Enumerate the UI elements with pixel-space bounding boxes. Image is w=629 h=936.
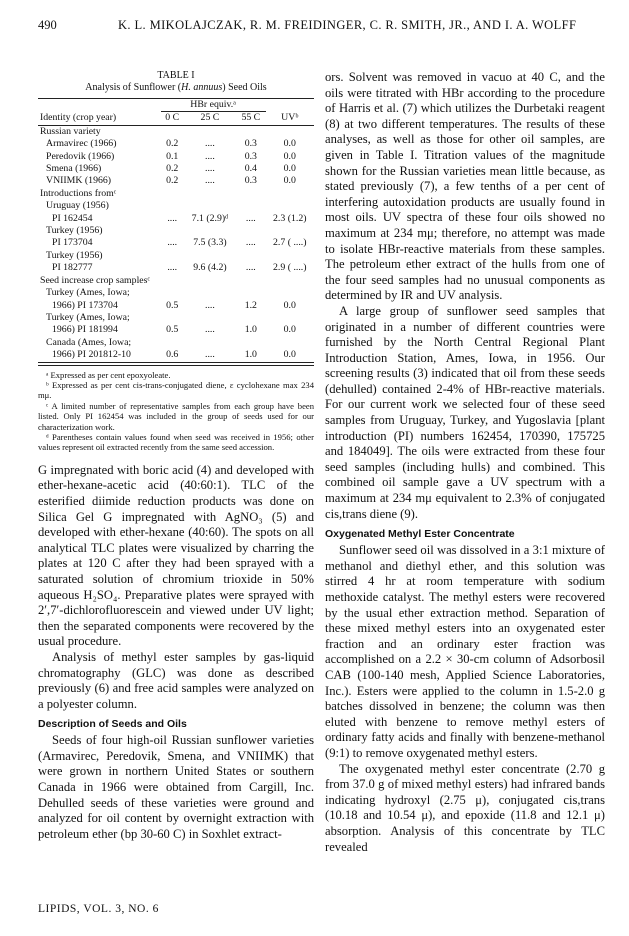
table-section-row [38,200,314,212]
table-cell: 0.0 [283,175,296,187]
table-cell: .... [167,237,178,249]
col-header: Identity (crop year) [38,112,161,125]
paragraph: ors. Solvent was removed in vacuo at 40 C, and the oils were titrated with HBr according to the procedure of Harris et al. (7) which utilizes the Durbetaki reagent (8) at two different temperatures. The results of these analyses, as well as those for other oil samples, are given in Table I. Titration values of the magnitude shown for the Russian varieties mean little because, as stated previously (7), a few tenths of a per cent of interfering autoxidation products are usually found in most oils. UV spectra of these four oils showed no maximum at 234 mμ; therefore, no attempt was made to isolate HBr-reactive materials from these samples. The petroleum ether extract of the hulls from one of the four seed samples had no unusual components as determined by IR and UV analysis. [325,70,605,303]
table-cell: 0.6 [161,349,184,362]
table-cell: PI 162454 [52,212,93,224]
table-cell: .... [205,175,215,187]
section-heading: Oxygenated Methyl Ester Concentrate [325,528,515,541]
table-cell: Turkey (1956) [46,249,103,261]
footnote: ᵃ Expressed as per cent epoxyoleate. [46,369,171,380]
table-cell: 7.1 (2.9)ᵈ [191,212,229,224]
paragraph: Seeds of four high-oil Russian sunflower varieties (Armavirec, Peredovik, Smena, and VNIIMK) that were grown in northern United States or southern Canada in 1966 were obtained from Cargill, Inc. Dehulled seeds of these varieties were ground and analyzed for oil content by overnight extraction with petroleum ether (bp 30-60 C) in Soxhlet extract- [38,733,314,841]
table-cell: .... [205,150,215,162]
table-cell: PI 182777 [52,262,93,274]
table-row [38,175,314,187]
table-cell: 0.3 [244,150,257,162]
table-cell: .... [205,163,215,175]
paragraph: The oxygenated methyl ester concentrate (2.70 g from 37.0 g of mixed methyl esters) had infrared bands indicating hydroxyl (2.75 μ), conjugated cis,trans (10.18 and 10.54 μ), and epoxide (11.8 and 12.1 μ) absorption. Analysis of this concentrate by TLC revealed [325,761,605,854]
table-cell: 1966) PI 181994 [52,324,118,336]
col-header: 25 C [184,112,236,125]
table-cell: 2.7 ( ....) [273,237,307,249]
table-cell: 1966) PI 173704 [52,299,118,311]
table-cell: Turkey (Ames, Iowa; [46,311,130,323]
table-label: TABLE I [157,70,195,81]
table-section-row [38,337,314,349]
table-section-row [38,250,314,262]
table-row [38,138,314,150]
table-cell: Russian variety [40,125,101,137]
table-cell: 0.0 [283,324,296,336]
table-cell: Turkey (Ames, Iowa; [46,287,130,299]
table-cell: 2.3 (1.2) [273,212,307,224]
table-cell: Peredovik (1966) [46,150,115,162]
table-cell: .... [205,138,215,150]
table-cell: 0.0 [283,299,296,311]
table-section-row [38,188,314,200]
table-row [38,151,314,163]
table-section-row [38,275,314,287]
footnote: ᵇ Expressed as per cent cis-trans-conjugated diene, ε cyclohexane max 234 mμ. [38,379,314,401]
table-row [38,324,314,336]
table-row [38,163,314,175]
table-cell: 0.3 [244,138,257,150]
table-cell: 1.0 [244,324,257,336]
table-cell: Armavirec (1966) [46,138,117,150]
table-cell: 2.9 ( ....) [273,262,307,274]
table-cell: 0.0 [283,138,296,150]
running-header [38,18,598,38]
table-cell: PI 173704 [52,237,93,249]
table-section-row [38,287,314,299]
table-cell: Uruguay (1956) [46,200,109,212]
table-cell: .... [245,237,256,249]
table-cell: .... [167,212,178,224]
table-section-row [38,125,314,138]
table-body [38,98,314,363]
table-cell: 0.3 [244,175,257,187]
footnote: ᵈ Parentheses contain values found when seed was received in 1956; other values represent oil extracted recently from the same seed accession. [38,431,314,453]
table-row [38,237,314,249]
paragraph: Analysis of methyl ester samples by gas-liquid chromatography (GLC) was done as described previously (6) and free acid samples were analyzed on a polyester column. [38,649,314,711]
author-line: K. L. MIKOLAJCZAK, R. M. FREIDINGER, C. R. SMITH, JR., AND I. A. WOLFF [118,18,577,32]
table-cell: 0.4 [244,163,257,175]
table-footnotes [38,365,314,453]
table-cell: 7.5 (3.3) [193,237,227,249]
table-row [38,262,314,274]
hbr-group-header: HBr equiv.ᵃ [161,99,266,112]
table-cell: .... [167,262,178,274]
page-number: 490 [38,18,57,32]
col-header: 55 C [236,112,265,125]
paragraph: G impregnated with boric acid (4) and developed with ether-hexane-acetic acid (40:60:1). TLC of the esterified diimide reduction products was done on Silica Gel G impregnated with AgNO₃ (5) and developed with ether-hexane (40:60). The spots on all analytical TLC plates were visualized by charring the plates at 120 C after they had been sprayed with a saturated solution of chromium trioxide in 50% aqueous H₂SO₄. Preparative plates were sprayed with 2′,7′-dichlorofluorescein and viewed under UV light; then the separated components were recovered by the usual procedure. [38,462,314,649]
col-header: 0 C [161,112,184,125]
table-cell: 1966) PI 201812-10 [38,349,161,362]
table-cell: .... [245,212,256,224]
table-cell: Seed increase crop samplesᶜ [40,274,150,286]
table-cell: 0.2 [166,175,179,187]
col-header: UVᵇ [266,112,314,125]
table-section-row [38,312,314,324]
table-cell: 1.2 [244,299,257,311]
table-title: Analysis of Sunflower (H. annuus) Seed Oils [85,82,267,93]
table-cell: 0.0 [283,163,296,175]
table-cell: Smena (1966) [46,163,102,175]
table-cell: .... [184,349,236,362]
paragraph: Sunflower seed oil was dissolved in a 3:1 mixture of methanol and diethyl ether, and this solution was stirred 4 hr at room temperature with sodium methoxide catalyst. The methyl esters were recovered by the usual ether extraction method. Separation of these mixed methyl esters into an oxygenated ester fraction and an ordinary ester fraction was accomplished on a 2.2 × 30-cm column of Adsorbosil CAB (100-140 mesh, Applied Science Laboratories, Inc.). Esters were applied to the column in 1.5-2.0 g batches dissolved in benzene; the column was then eluted with benzene to remove methyl esters of ordinary fatty acids and finally with benzene-methanol (9:1) to remove oxygenated methyl esters. [325,543,605,760]
table-cell: VNIIMK (1966) [46,175,112,187]
table-cell: 0.2 [166,163,179,175]
footnote: ᶜ A limited number of representative samples from each group have been listed. Only PI 162454 was included in the group of seeds used for our characterization work. [38,400,314,432]
paragraph: A large group of sunflower seed samples that originated in a number of different countries were furnished by the North Central Regional Plant Introduction Station, Ames, Iowa, in 1956. Our screening results (3) indicated that oil from these seeds (dehulled) contained 2-4% of HBr-reactive materials. For our current work we selected four of these seed samples from Uruguay, Turkey, and Yugoslavia [plant introduction (PI) numbers 162454, 170390, 175725 and 184049]. The oils were extracted from these four seed samples (including hulls) and combined. This combined oil sample gave a UV spectrum with a maximum at 234 mμ equivalent to 2.3% of conjugated cis,trans diene (9). [325,303,605,521]
table-cell: Introductions fromᶜ [40,187,117,199]
table-cell: 0.5 [166,324,179,336]
table-cell: .... [205,299,215,311]
table-cell: Canada (Ames, Iowa; [46,336,132,348]
table-cell: 9.6 (4.2) [193,262,227,274]
table-row [38,349,314,362]
section-heading: Description of Seeds and Oils [38,718,187,731]
table-cell: Turkey (1956) [46,225,103,237]
table-cell: 0.0 [283,150,296,162]
table-row [38,213,314,225]
table-cell: .... [245,262,256,274]
table-cell: 0.1 [166,150,179,162]
table-cell: 1.0 [236,349,265,362]
right-column [325,70,605,855]
table-cell: 0.5 [166,299,179,311]
running-footer: LIPIDS, VOL. 3, NO. 6 [38,903,159,915]
table-cell: 0.2 [166,138,179,150]
table-1 [38,70,314,453]
table-section-row [38,225,314,237]
table-cell: .... [205,324,215,336]
table-row [38,300,314,312]
left-column [38,70,314,842]
table-cell: 0.0 [266,349,314,362]
